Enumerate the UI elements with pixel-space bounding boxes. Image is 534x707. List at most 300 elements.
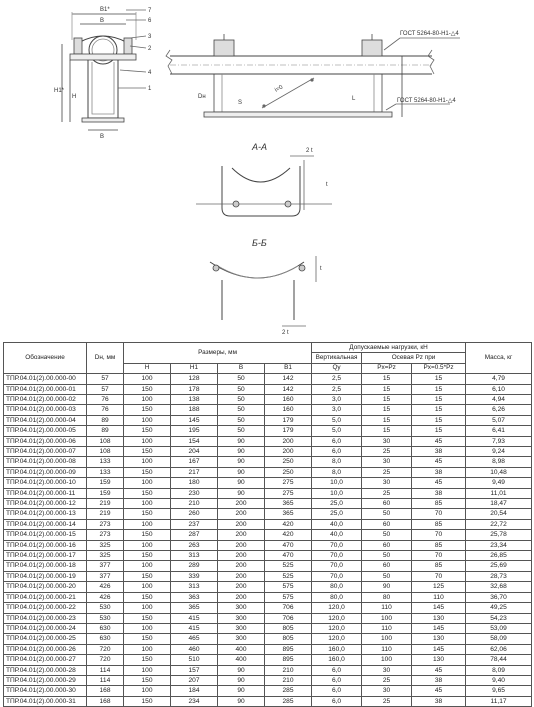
table-cell: 150 xyxy=(124,467,171,477)
table-cell: 38 xyxy=(412,488,466,498)
table-cell: 100 xyxy=(124,582,171,592)
table-cell: 530 xyxy=(87,613,124,623)
table-cell: 70 xyxy=(412,551,466,561)
table-cell: 470 xyxy=(265,551,312,561)
table-cell: 219 xyxy=(87,499,124,509)
designation-cell: ТПР.04.01(2).00.000-06 xyxy=(4,436,87,446)
table-cell: 26,85 xyxy=(466,551,532,561)
table-cell: 85 xyxy=(412,561,466,571)
table-cell: 15 xyxy=(362,426,412,436)
table-cell: 114 xyxy=(87,665,124,675)
header-designation: Обозначение xyxy=(4,343,87,374)
header-mass: Масса, кг xyxy=(466,343,532,374)
table-cell: 89 xyxy=(87,426,124,436)
designation-cell: ТПР.04.01(2).00.000-25 xyxy=(4,634,87,644)
dim-h: H xyxy=(72,94,77,100)
table-cell: 38 xyxy=(412,675,466,685)
table-cell: 100 xyxy=(124,686,171,696)
table-cell: 6,0 xyxy=(312,665,362,675)
designation-cell: ТПР.04.01(2).00.000-10 xyxy=(4,478,87,488)
table-cell: 120,0 xyxy=(312,634,362,644)
table-cell: 60 xyxy=(362,519,412,529)
table-cell: 9,40 xyxy=(466,675,532,685)
table-cell: 120,0 xyxy=(312,613,362,623)
table-cell: 15 xyxy=(362,374,412,384)
table-cell: 275 xyxy=(265,478,312,488)
weld-label-bottom: ГОСТ 5264-80-Н1-△4 xyxy=(397,98,456,104)
table-cell: 4,79 xyxy=(466,374,532,384)
table-cell: 20,54 xyxy=(466,509,532,519)
table-cell: 365 xyxy=(265,509,312,519)
header-px1: Px=Pz xyxy=(362,363,412,373)
callout-3: 3 xyxy=(148,34,152,40)
table-cell: 15 xyxy=(412,374,466,384)
table-cell: 78,44 xyxy=(466,655,532,665)
table-cell: 30 xyxy=(362,478,412,488)
designation-cell: ТПР.04.01(2).00.000-09 xyxy=(4,467,87,477)
table-cell: 15 xyxy=(362,415,412,425)
table-cell: 145 xyxy=(412,603,466,613)
table-cell: 25 xyxy=(362,447,412,457)
table-cell: 200 xyxy=(218,582,265,592)
designation-cell: ТПР.04.01(2).00.000-03 xyxy=(4,405,87,415)
table-cell: 706 xyxy=(265,613,312,623)
table-cell: 250 xyxy=(265,467,312,477)
table-cell: 100 xyxy=(124,374,171,384)
table-cell: 76 xyxy=(87,405,124,415)
table-cell: 128 xyxy=(171,374,218,384)
section-bb-label: Б-Б xyxy=(252,238,267,248)
table-cell: 100 xyxy=(124,603,171,613)
table-cell: 217 xyxy=(171,467,218,477)
table-cell: 575 xyxy=(265,592,312,602)
table-cell: 90 xyxy=(218,478,265,488)
table-cell: 32,68 xyxy=(466,582,532,592)
table-cell: 110 xyxy=(362,603,412,613)
table-cell: 188 xyxy=(171,405,218,415)
weld-label-top: ГОСТ 5264-80-Н1-△4 xyxy=(400,31,459,37)
table-cell: 100 xyxy=(124,499,171,509)
dim-b1: B1* xyxy=(100,7,110,13)
designation-cell: ТПР.04.01(2).00.000-30 xyxy=(4,686,87,696)
table-cell: 45 xyxy=(412,457,466,467)
table-cell: 150 xyxy=(124,384,171,394)
header-h: H xyxy=(124,363,171,373)
table-cell: 100 xyxy=(124,644,171,654)
table-cell: 157 xyxy=(171,665,218,675)
table-cell: 50 xyxy=(362,571,412,581)
header-b1: B1 xyxy=(265,363,312,373)
table-cell: 130 xyxy=(412,613,466,623)
table-cell: 200 xyxy=(218,499,265,509)
table-row xyxy=(4,488,532,498)
designation-cell: ТПР.04.01(2).00.000-13 xyxy=(4,509,87,519)
table-row xyxy=(4,374,532,384)
table-cell: 234 xyxy=(171,696,218,706)
table-row xyxy=(4,457,532,467)
table-cell: 300 xyxy=(218,603,265,613)
table-cell: 85 xyxy=(412,519,466,529)
table-row xyxy=(4,592,532,602)
table-cell: 145 xyxy=(412,644,466,654)
table-cell: 100 xyxy=(124,665,171,675)
table-cell: 377 xyxy=(87,571,124,581)
table-cell: 6,0 xyxy=(312,436,362,446)
table-cell: 50 xyxy=(218,384,265,394)
channel-inner xyxy=(92,62,114,114)
header-dn: Dн, мм xyxy=(87,343,124,374)
table-cell: 110 xyxy=(362,644,412,654)
table-cell: 25,0 xyxy=(312,499,362,509)
dim-dn: Dн xyxy=(198,94,206,100)
table-cell: 200 xyxy=(218,519,265,529)
table-cell: 90 xyxy=(218,457,265,467)
table-cell: 160,0 xyxy=(312,644,362,654)
table-cell: 150 xyxy=(124,551,171,561)
table-cell: 28,73 xyxy=(466,571,532,581)
table-cell: 3,0 xyxy=(312,405,362,415)
dim-h1: H1* xyxy=(54,88,65,94)
channel-body xyxy=(88,60,118,118)
table-cell: 9,24 xyxy=(466,447,532,457)
header-vertical: Вертикальная xyxy=(312,353,362,363)
table-row xyxy=(4,467,532,477)
table-cell: 400 xyxy=(218,655,265,665)
table-cell: 15 xyxy=(362,394,412,404)
table-row xyxy=(4,623,532,633)
table-cell: 57 xyxy=(87,384,124,394)
table-cell: 10,0 xyxy=(312,478,362,488)
table-cell: 15 xyxy=(362,384,412,394)
dim-b-bottom: B xyxy=(100,134,105,140)
dim-t2-aa: 2 t xyxy=(306,148,313,154)
table-row xyxy=(4,675,532,685)
callout-6: 6 xyxy=(148,18,152,24)
designation-cell: ТПР.04.01(2).00.000-12 xyxy=(4,499,87,509)
table-cell: 150 xyxy=(124,675,171,685)
table-cell: 15 xyxy=(362,405,412,415)
table-cell: 200 xyxy=(218,561,265,571)
table-cell: 160 xyxy=(265,394,312,404)
table-cell: 100 xyxy=(124,478,171,488)
table-cell: 85 xyxy=(412,540,466,550)
designation-cell: ТПР.04.01(2).00.000-04 xyxy=(4,415,87,425)
table-cell: 200 xyxy=(265,436,312,446)
table-cell: 45 xyxy=(412,665,466,675)
table-cell: 90 xyxy=(218,488,265,498)
designation-cell: ТПР.04.01(2).00.000-22 xyxy=(4,603,87,613)
table-cell: 60 xyxy=(362,499,412,509)
table-cell: 6,41 xyxy=(466,426,532,436)
table-cell: 530 xyxy=(87,603,124,613)
side-view xyxy=(166,31,460,117)
table-row xyxy=(4,394,532,404)
table-cell: 400 xyxy=(218,644,265,654)
callout-1: 1 xyxy=(148,86,152,92)
table-cell: 9,49 xyxy=(466,478,532,488)
table-cell: 125 xyxy=(412,582,466,592)
table-row xyxy=(4,655,532,665)
table-cell: 50 xyxy=(362,530,412,540)
table-cell: 200 xyxy=(218,540,265,550)
table-cell: 110 xyxy=(412,592,466,602)
table-cell: 25 xyxy=(362,696,412,706)
table-cell: 110 xyxy=(362,623,412,633)
table-cell: 80 xyxy=(362,592,412,602)
designation-cell: ТПР.04.01(2).00.000-11 xyxy=(4,488,87,498)
table-row xyxy=(4,478,532,488)
table-cell: 38 xyxy=(412,467,466,477)
table-cell: 100 xyxy=(124,457,171,467)
table-cell: 8,09 xyxy=(466,665,532,675)
table-cell: 510 xyxy=(171,655,218,665)
table-cell: 10,0 xyxy=(312,488,362,498)
table-row xyxy=(4,426,532,436)
table-cell: 15 xyxy=(412,384,466,394)
table-cell: 6,0 xyxy=(312,675,362,685)
table-row xyxy=(4,561,532,571)
table-cell: 5,0 xyxy=(312,426,362,436)
table-cell: 150 xyxy=(124,488,171,498)
table-row xyxy=(4,571,532,581)
designation-cell: ТПР.04.01(2).00.000-05 xyxy=(4,426,87,436)
table-cell: 30 xyxy=(362,436,412,446)
table-cell: 25,0 xyxy=(312,509,362,519)
table-cell: 25,78 xyxy=(466,530,532,540)
table-cell: 180 xyxy=(171,478,218,488)
technical-drawing xyxy=(0,0,534,340)
side-base-plate xyxy=(204,112,392,117)
table-cell: 204 xyxy=(171,447,218,457)
designation-cell: ТПР.04.01(2).00.000-02 xyxy=(4,394,87,404)
table-cell: 200 xyxy=(218,509,265,519)
table-cell: 120,0 xyxy=(312,603,362,613)
table-cell: 70 xyxy=(412,571,466,581)
table-cell: 62,06 xyxy=(466,644,532,654)
table-cell: 100 xyxy=(124,519,171,529)
table-cell: 273 xyxy=(87,530,124,540)
table-cell: 90 xyxy=(218,686,265,696)
section-a-a xyxy=(196,142,332,216)
table-cell: 18,47 xyxy=(466,499,532,509)
table-cell: 167 xyxy=(171,457,218,467)
table-cell: 287 xyxy=(171,530,218,540)
designation-cell: ТПР.04.01(2).00.000-17 xyxy=(4,551,87,561)
table-cell: 237 xyxy=(171,519,218,529)
table-cell: 300 xyxy=(218,634,265,644)
table-cell: 49,25 xyxy=(466,603,532,613)
callout-2: 2 xyxy=(148,46,152,52)
table-cell: 3,0 xyxy=(312,394,362,404)
header-h1: H1 xyxy=(171,363,218,373)
table-row xyxy=(4,436,532,446)
table-cell: 50 xyxy=(362,509,412,519)
table-cell: 150 xyxy=(124,426,171,436)
dim-t-aa: t xyxy=(326,182,328,188)
saddle-plate xyxy=(70,54,136,60)
header-qy: Qy xyxy=(312,363,362,373)
table-cell: 313 xyxy=(171,551,218,561)
table-cell: 50 xyxy=(218,394,265,404)
table-cell: 159 xyxy=(87,488,124,498)
table-cell: 85 xyxy=(412,499,466,509)
table-cell: 720 xyxy=(87,655,124,665)
table-cell: 275 xyxy=(265,488,312,498)
front-view xyxy=(54,7,152,140)
table-row xyxy=(4,665,532,675)
table-cell: 108 xyxy=(87,436,124,446)
callout-7: 7 xyxy=(148,8,152,14)
table-row xyxy=(4,551,532,561)
table-cell: 120,0 xyxy=(312,623,362,633)
table-cell: 895 xyxy=(265,655,312,665)
header-sizes: Размеры, мм xyxy=(124,343,312,364)
table-cell: 89 xyxy=(87,415,124,425)
table-cell: 6,0 xyxy=(312,696,362,706)
table-cell: 525 xyxy=(265,561,312,571)
table-cell: 80,0 xyxy=(312,592,362,602)
designation-cell: ТПР.04.01(2).00.000-00 xyxy=(4,374,87,384)
table-cell: 8,0 xyxy=(312,467,362,477)
table-cell: 15 xyxy=(412,394,466,404)
table-cell: 6,0 xyxy=(312,686,362,696)
designation-cell: ТПР.04.01(2).00.000-14 xyxy=(4,519,87,529)
designation-cell: ТПР.04.01(2).00.000-08 xyxy=(4,457,87,467)
table-row xyxy=(4,405,532,415)
header-axial: Осевая Pz при xyxy=(362,353,466,363)
table-cell: 54,23 xyxy=(466,613,532,623)
table-cell: 260 xyxy=(171,509,218,519)
table-cell: 90 xyxy=(362,582,412,592)
table-cell: 300 xyxy=(218,613,265,623)
table-cell: 50 xyxy=(218,415,265,425)
side-support-body xyxy=(214,74,382,112)
table-cell: 6,0 xyxy=(312,447,362,457)
table-cell: 8,0 xyxy=(312,457,362,467)
table-cell: 4,94 xyxy=(466,394,532,404)
table-cell: 325 xyxy=(87,540,124,550)
table-cell: 313 xyxy=(171,582,218,592)
table-cell: 7,93 xyxy=(466,436,532,446)
table-cell: 100 xyxy=(124,436,171,446)
table-cell: 150 xyxy=(124,613,171,623)
table-row xyxy=(4,415,532,425)
table-cell: 23,34 xyxy=(466,540,532,550)
designation-cell: ТПР.04.01(2).00.000-31 xyxy=(4,696,87,706)
table-cell: 36,70 xyxy=(466,592,532,602)
table-cell: 133 xyxy=(87,457,124,467)
table-cell: 60 xyxy=(362,540,412,550)
table-cell: 15 xyxy=(412,405,466,415)
table-cell: 207 xyxy=(171,675,218,685)
table-cell: 53,09 xyxy=(466,623,532,633)
table-cell: 525 xyxy=(265,571,312,581)
table-cell: 76 xyxy=(87,394,124,404)
table-cell: 200 xyxy=(265,447,312,457)
table-cell: 100 xyxy=(124,561,171,571)
table-cell: 630 xyxy=(87,634,124,644)
table-cell: 150 xyxy=(124,447,171,457)
dim-l: L xyxy=(352,96,356,102)
table-row xyxy=(4,613,532,623)
table-cell: 142 xyxy=(265,384,312,394)
designation-cell: ТПР.04.01(2).00.000-19 xyxy=(4,571,87,581)
table-cell: 300 xyxy=(218,623,265,633)
table-cell: 168 xyxy=(87,696,124,706)
table-cell: 70,0 xyxy=(312,540,362,550)
table-row xyxy=(4,644,532,654)
dim-slope: i=0 xyxy=(274,84,285,94)
table-cell: 38 xyxy=(412,447,466,457)
table-cell: 720 xyxy=(87,644,124,654)
table-body xyxy=(4,374,532,707)
table-cell: 90 xyxy=(218,467,265,477)
table-cell: 130 xyxy=(412,634,466,644)
table-cell: 70 xyxy=(412,509,466,519)
table-cell: 195 xyxy=(171,426,218,436)
table-cell: 5,0 xyxy=(312,415,362,425)
table-cell: 426 xyxy=(87,592,124,602)
table-cell: 250 xyxy=(265,457,312,467)
table-row xyxy=(4,447,532,457)
table-cell: 150 xyxy=(124,592,171,602)
table-cell: 150 xyxy=(124,509,171,519)
base-plate xyxy=(82,118,124,122)
table-cell: 460 xyxy=(171,644,218,654)
table-cell: 138 xyxy=(171,394,218,404)
designation-cell: ТПР.04.01(2).00.000-28 xyxy=(4,665,87,675)
table-cell: 70 xyxy=(412,530,466,540)
header-px2: Px=0.5*Pz xyxy=(412,363,466,373)
table-cell: 45 xyxy=(412,478,466,488)
table-cell: 160,0 xyxy=(312,655,362,665)
table-cell: 160 xyxy=(265,405,312,415)
table-cell: 80,0 xyxy=(312,582,362,592)
table-cell: 200 xyxy=(218,592,265,602)
table-row xyxy=(4,634,532,644)
designation-cell: ТПР.04.01(2).00.000-21 xyxy=(4,592,87,602)
table-cell: 200 xyxy=(218,571,265,581)
table-cell: 200 xyxy=(218,551,265,561)
table-cell: 150 xyxy=(124,405,171,415)
table-cell: 805 xyxy=(265,623,312,633)
table-cell: 285 xyxy=(265,696,312,706)
table-row xyxy=(4,603,532,613)
table-cell: 168 xyxy=(87,686,124,696)
table-cell: 30 xyxy=(362,457,412,467)
table-cell: 70,0 xyxy=(312,561,362,571)
table-cell: 230 xyxy=(171,488,218,498)
table-cell: 420 xyxy=(265,530,312,540)
table-cell: 100 xyxy=(124,540,171,550)
table-cell: 470 xyxy=(265,540,312,550)
table-cell: 150 xyxy=(124,530,171,540)
table-cell: 40,0 xyxy=(312,530,362,540)
table-cell: 100 xyxy=(362,634,412,644)
table-cell: 415 xyxy=(171,613,218,623)
table-cell: 70,0 xyxy=(312,571,362,581)
table-cell: 465 xyxy=(171,634,218,644)
table-cell: 895 xyxy=(265,644,312,654)
table-cell: 420 xyxy=(265,519,312,529)
table-cell: 8,98 xyxy=(466,457,532,467)
clamp-strap xyxy=(80,36,126,50)
callout-4: 4 xyxy=(148,70,152,76)
table-row xyxy=(4,540,532,550)
table-row xyxy=(4,696,532,706)
table-cell: 210 xyxy=(171,499,218,509)
designation-cell: ТПР.04.01(2).00.000-29 xyxy=(4,675,87,685)
